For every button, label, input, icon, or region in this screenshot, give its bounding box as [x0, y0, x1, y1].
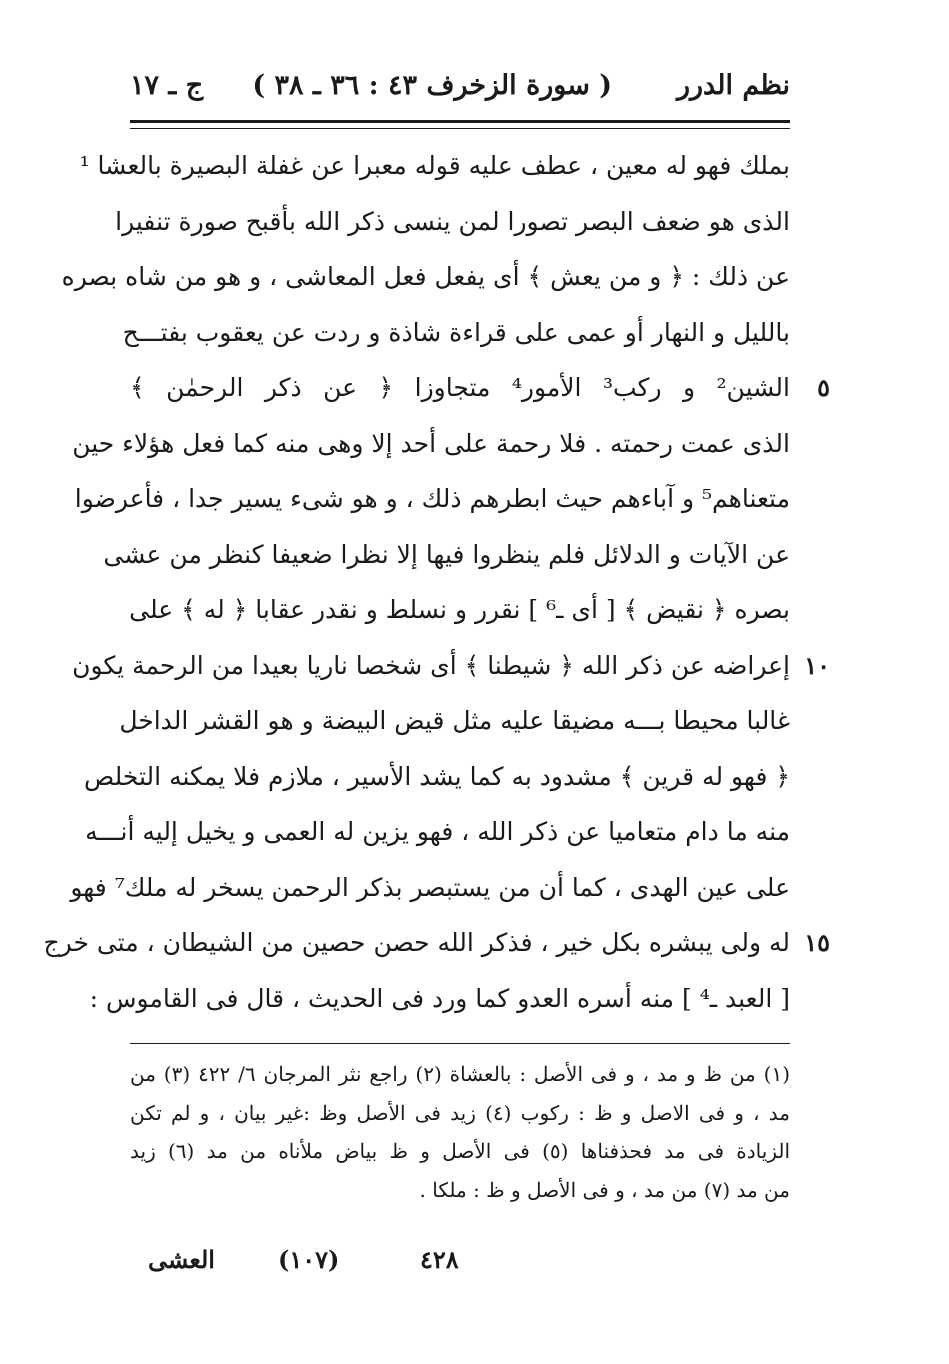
text-line	[43, 915, 830, 971]
text-line	[72, 638, 830, 694]
line-text: على عين الهدى ، كما أن من يستبصر بذكر الرحمن يسخر له ملك⁷ فهو	[70, 872, 790, 902]
text-line	[89, 971, 790, 1027]
catchword: العشى	[148, 1245, 215, 1274]
line-number: ١٥	[804, 928, 830, 957]
line-number: ١٠	[804, 650, 830, 680]
text-line	[103, 527, 790, 583]
line-text: عن ذلك : ﴿ و من يعش ﴾ أى يفعل فعل المعاشى ، و هو من شاه بصره	[61, 262, 790, 291]
line-text: بملك فهو له معين ، عطف عليه قوله معبرا عن غفلة البصيرة بالعشا ¹	[79, 151, 790, 180]
text-line	[70, 860, 790, 916]
part-number: ج ـ ١٧	[130, 70, 204, 101]
header-rule-thick	[130, 120, 790, 123]
line-text: الشين² و ركب³ الأمور⁴ متجاوزا ﴿ عن ذكر الرحمٰن ﴾	[130, 373, 790, 402]
main-text	[43, 138, 830, 1026]
line-text: له ولى يبشره بكل خير ، فذكر الله حصن حصين من الشيطان ، متى خرج	[43, 928, 790, 957]
text-line	[122, 305, 790, 361]
footnote-line: الزيادة فى مد فحذفناها (٥) فى الأصل و ظ بياض ملأناه من مد (٦) زيد	[130, 1139, 790, 1163]
text-line	[130, 360, 830, 416]
page-number: ٤٢٨	[420, 1245, 459, 1274]
book-title: نظم الدرر	[676, 70, 790, 101]
footnote-line: (١) من ظ و مد ، و فى الأصل : بالعشاة (٢) راجع نثر المرجان ٦/ ٤٢٢ (٣) من	[130, 1062, 790, 1086]
line-number: ٥	[817, 373, 830, 402]
line-text: غالبا محيطا بـــه مضيقا عليه مثل قيض البيضة و هو القشر الداخل	[119, 706, 790, 735]
text-line	[130, 582, 790, 638]
line-text: الذى هو ضعف البصر تصورا لمن ينسى ذكر الله بأقبح صورة تنفيرا	[115, 206, 790, 236]
footnotes	[130, 1055, 790, 1209]
line-text: متعناهم⁵ و آباءهم حيث ابطرهم ذلك ، و هو شىء يسير جدا ، فأعرضوا	[74, 484, 790, 513]
text-line	[61, 249, 790, 305]
text-line	[85, 804, 790, 860]
footnote-line: مد ، و فى الاصل و ظ : ركوب (٤) زيد فى الأصل وظ :غير بيان ، و لم تكن	[130, 1100, 790, 1125]
text-line	[119, 693, 790, 749]
line-text: إعراضه عن ذكر الله ﴿ شيطنا ﴾ أى شخصا ناريا بعيدا من الرحمة يكون	[72, 650, 790, 680]
line-text: منه ما دام متعاميا عن ذكر الله ، فهو يزين له العمى و يخيل إليه أنـــه	[85, 817, 790, 846]
line-text: [ العبد ـ⁴ ] منه أسره العدو كما ورد فى الحديث ، قال فى القاموس :	[89, 983, 790, 1013]
header-rule-thin	[130, 128, 790, 129]
text-line	[74, 471, 790, 527]
line-text: ﴿ فهو له قرين ﴾ مشدود به كما يشد الأسير ، ملازم فلا يمكنه التخلص	[83, 761, 790, 791]
text-line	[79, 138, 790, 194]
page-header	[130, 66, 790, 110]
page-footer	[130, 1245, 790, 1285]
line-text: الذى عمت رحمته . فلا رحمة على أحد إلا وهى منه كما فعل هؤلاء حين	[72, 428, 790, 458]
line-text: عن الآيات و الدلائل فلم ينظروا فيها إلا نظرا ضعيفا كنظر من عشى	[103, 539, 790, 569]
surah-reference: ( سورة الزخرف ٤٣ : ٣٦ ـ ٣٨ )	[252, 70, 612, 101]
text-line	[83, 749, 790, 805]
text-line	[115, 194, 790, 250]
line-text: بصره ﴿ نقيض ﴾ [ أى ـ⁶ ] نقرر و نسلط و نقدر عقابا ﴿ له ﴾ على	[129, 595, 790, 624]
text-line	[72, 416, 790, 472]
footnote-rule	[130, 1043, 790, 1044]
footnote-line: من مد (٧) من مد ، و فى الأصل و ظ : ملكا .	[419, 1177, 790, 1202]
signature-number: (١٠٧)	[278, 1245, 340, 1274]
line-text: بالليل و النهار أو عمى على قراءة شاذة و ردت عن يعقوب بفتـــح	[122, 317, 790, 347]
